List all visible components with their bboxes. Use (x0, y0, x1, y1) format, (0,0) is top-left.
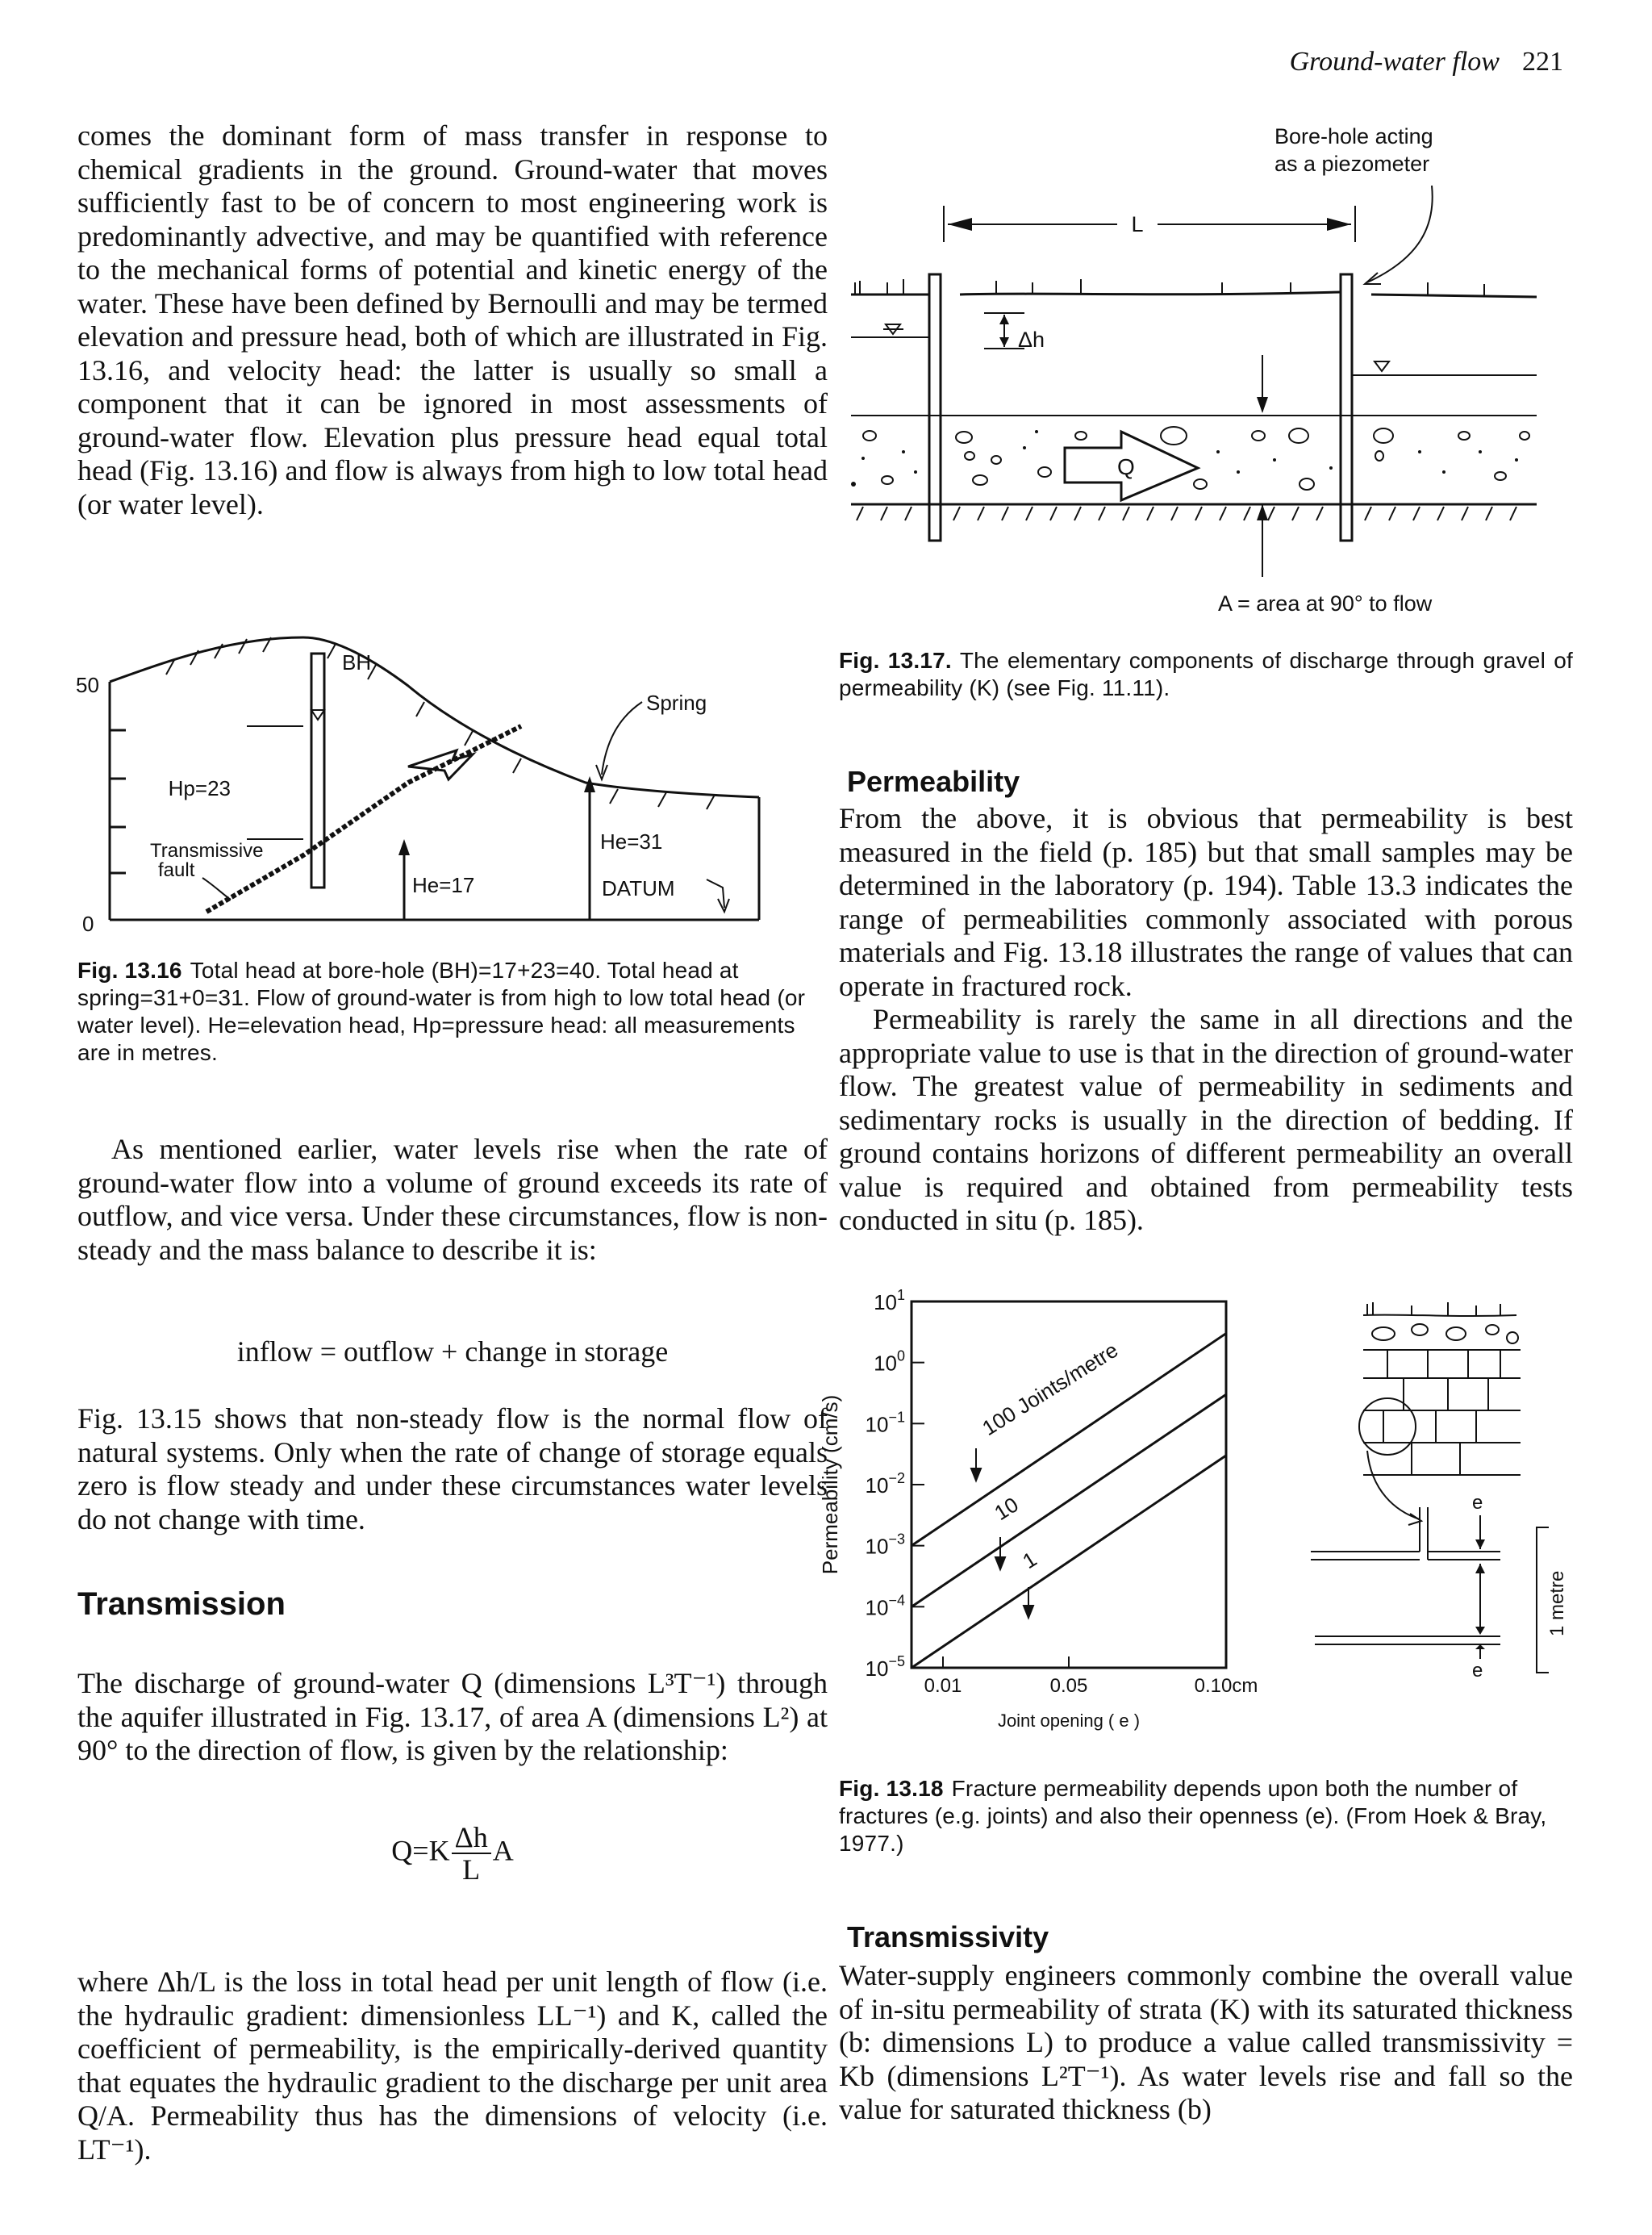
fig16-datum-label: DATUM (602, 876, 675, 900)
fig17-borehole-left (929, 274, 941, 541)
fig17-caption-text: The elementary components of discharge through gravel of permeability (K) (see Fig. 11.11). (839, 648, 1573, 700)
gradient-paragraph: where Δh/L is the loss in total head per unit length of flow (i.e. the hydraulic gradient: dimensionless LL⁻¹) and K, called the coefficient of permeability, is the empirically-derived quantity that equates the hydraulic gradient to the discharge per unit area Q/A. Permeability thus has the dimensions of velocity (i.e. LT⁻¹). (77, 1966, 828, 2166)
chart-y-tick-label: $10^1$ (874, 1287, 905, 1314)
fig16-fault-label: fault (158, 859, 195, 881)
page-number: 221 (1522, 47, 1563, 77)
chart-y-tick-label: $10^{-2}$ (865, 1470, 905, 1498)
fig16-bh-label: BH (342, 650, 372, 675)
fig16-transmissive-label: Transmissive (150, 840, 264, 862)
running-head-title: Ground-water flow (1289, 47, 1500, 77)
chart-series-line-3 (912, 1456, 1226, 1668)
sketch-e-label-bottom: e (1472, 1660, 1483, 1681)
heading-transmission: Transmission (77, 1586, 286, 1622)
sketch-e-label-top: e (1472, 1492, 1483, 1514)
fig17-caption (839, 647, 1573, 702)
fig17-flow-label: Q (1117, 454, 1135, 479)
figure-13-18-chart (807, 1279, 1283, 1739)
fig16-caption (77, 957, 820, 1067)
chart-y-tick-label: $10^{-4}$ (865, 1592, 905, 1620)
fig16-he17-label: He=17 (412, 873, 475, 897)
sketch-zoom-circle (1359, 1398, 1416, 1455)
figure-13-18-sketch (1307, 1297, 1581, 1685)
fig17-borehole-label-1: Bore-hole acting (1274, 124, 1433, 148)
fig17-dh-label: Δh (1018, 328, 1045, 352)
fig16-axis-top-label: 50 (76, 673, 99, 697)
fig17-ground-surface (851, 292, 1537, 297)
chart-x-tick-label: 0.01 (924, 1675, 962, 1697)
discharge-paragraph: The discharge of ground-water Q (dimensions L³T⁻¹) through the aquifer illustrated in Fig. 13.17, of area A (dimensions L²) at 90° to the direction of flow, is given by the relationship: (77, 1667, 828, 1766)
chart-y-tick-label: $10^{-3}$ (865, 1531, 905, 1559)
fig16-borehole (311, 654, 324, 888)
chart-series-label-10: 10 (990, 1492, 1023, 1526)
chart-x-axis-label: Joint opening ( e ) (997, 1711, 1141, 1731)
fig15-paragraph: Fig. 13.15 shows that non-steady flow is the normal flow of natural systems. Only when the rate of change of storage equals zero is flow steady and under these circumstances water levels do not change with time. (77, 1402, 828, 1535)
permeability-paragraph-1: From the above, it is obvious that permeability is best measured in the field (p. 185) but that small samples may be determined in the laboratory (p. 194). Table 13.3 indicates the range of permeabilities commonly associated with porous materials and Fig. 13.18 illustrates the range of values that can operate in fractured rock. (839, 802, 1573, 1002)
running-head (1290, 47, 1563, 77)
intro-paragraph: comes the dominant form of mass transfer in response to chemical gradients in the ground. Ground-water that moves sufficiently fast to be of concern to most engineering work is predominantly advective, and may be quantified with reference to the mechanical forms of potential and kinetic energy of the water. These have been defined by Bernoulli and may be termed elevation and pressure head, both of which are illustrated in Fig. 13.16, and velocity head: the latter is usually so small a component that it can be ignored in most assessments of ground-water flow. Elevation plus pressure head equal total head (Fig. 13.16) and flow is always from high to low total head (or water level). (77, 119, 828, 520)
fig17-area-label: A = area at 90° to flow (1218, 591, 1433, 616)
darcy-lhs: Q=K (391, 1834, 450, 1867)
chart-series-label-100: 100 Joints/metre (978, 1337, 1123, 1441)
darcy-numerator: Δh (452, 1822, 491, 1854)
fig18-caption-label: Fig. 13.18 (839, 1776, 944, 1801)
chart-x-tick-label: 0.10cm (1194, 1675, 1258, 1697)
chart-series-line-2 (912, 1394, 1226, 1606)
darcy-rhs: A (492, 1834, 514, 1867)
heading-transmissivity: Transmissivity (847, 1920, 1049, 1953)
chart-y-tick-label: $10^{-5}$ (865, 1653, 905, 1681)
chart-plot-frame (912, 1301, 1226, 1668)
storage-equation: inflow = outflow + change in storage (236, 1335, 669, 1368)
fig16-hp-label: Hp=23 (168, 776, 231, 800)
figure-13-17 (839, 113, 1581, 629)
chart-y-tick-label: $10^{-1}$ (865, 1409, 905, 1437)
permeability-paragraph-2: Permeability is rarely the same in all directions and the appropriate value to use is that in the direction of ground-water flow. The greatest value of permeability in sediments and sedimentary rocks is usually in the direction of bedding. If ground contains horizons of different permeability an overall value is required and obtained from permeability tests conducted in situ (p. 185). (839, 1003, 1573, 1236)
chart-series-label-1: 1 (1018, 1546, 1041, 1574)
nonsteady-paragraph: As mentioned earlier, water levels rise when the rate of ground-water flow into a volume of ground exceeds its rate of outflow, and vice versa. Under these circumstances, flow is non-steady and the mass balance to describe it is: (77, 1133, 828, 1266)
fig18-caption (839, 1775, 1573, 1857)
permeability-paragraphs (839, 802, 1573, 1238)
darcy-equation (77, 1822, 828, 1885)
fig16-caption-label: Fig. 13.16 (77, 958, 182, 983)
sketch-scale-label: 1 metre (1546, 1570, 1568, 1636)
fig17-caption-label: Fig. 13.17. (839, 648, 952, 673)
fig18-caption-text: Fracture permeability depends upon both the number of fractures (e.g. joints) and also their openness (e). (From Hoek & Bray, 1977.) (839, 1776, 1547, 1856)
heading-permeability: Permeability (847, 765, 1020, 798)
transmissivity-paragraph: Water-supply engineers commonly combine the overall value of in-situ permeability of strata (K) with its saturated thickness (b: dimensions L) to produce a value called transmissivity = Kb (dimensions L²T⁻¹). As water levels rise and fall so the value for saturated thickness (b) (839, 1959, 1573, 2125)
fig17-length-label: L (1131, 212, 1144, 236)
fig17-borehole-label-2: as a piezometer (1274, 152, 1430, 176)
fig17-borehole-right (1341, 274, 1352, 541)
darcy-denominator: L (462, 1853, 481, 1886)
fig16-axis-bottom-label: 0 (82, 912, 94, 936)
fig16-spring-label: Spring (646, 691, 707, 715)
figure-13-16 (69, 621, 836, 952)
chart-y-tick-label: $10^0$ (874, 1347, 905, 1376)
fig16-ground-surface (110, 637, 759, 797)
chart-y-axis-label: Permeability (cm/s) (818, 1394, 842, 1575)
chart-x-tick-label: 0.05 (1049, 1675, 1088, 1697)
fig16-he31-label: He=31 (600, 829, 663, 854)
fig16-caption-text: Total head at bore-hole (BH)=17+23=40. Total head at spring=31+0=31. Flow of ground-water is from high to low total head (or water level). He=elevation head, Hp=pressure head: all measurements are in metres. (77, 958, 806, 1065)
